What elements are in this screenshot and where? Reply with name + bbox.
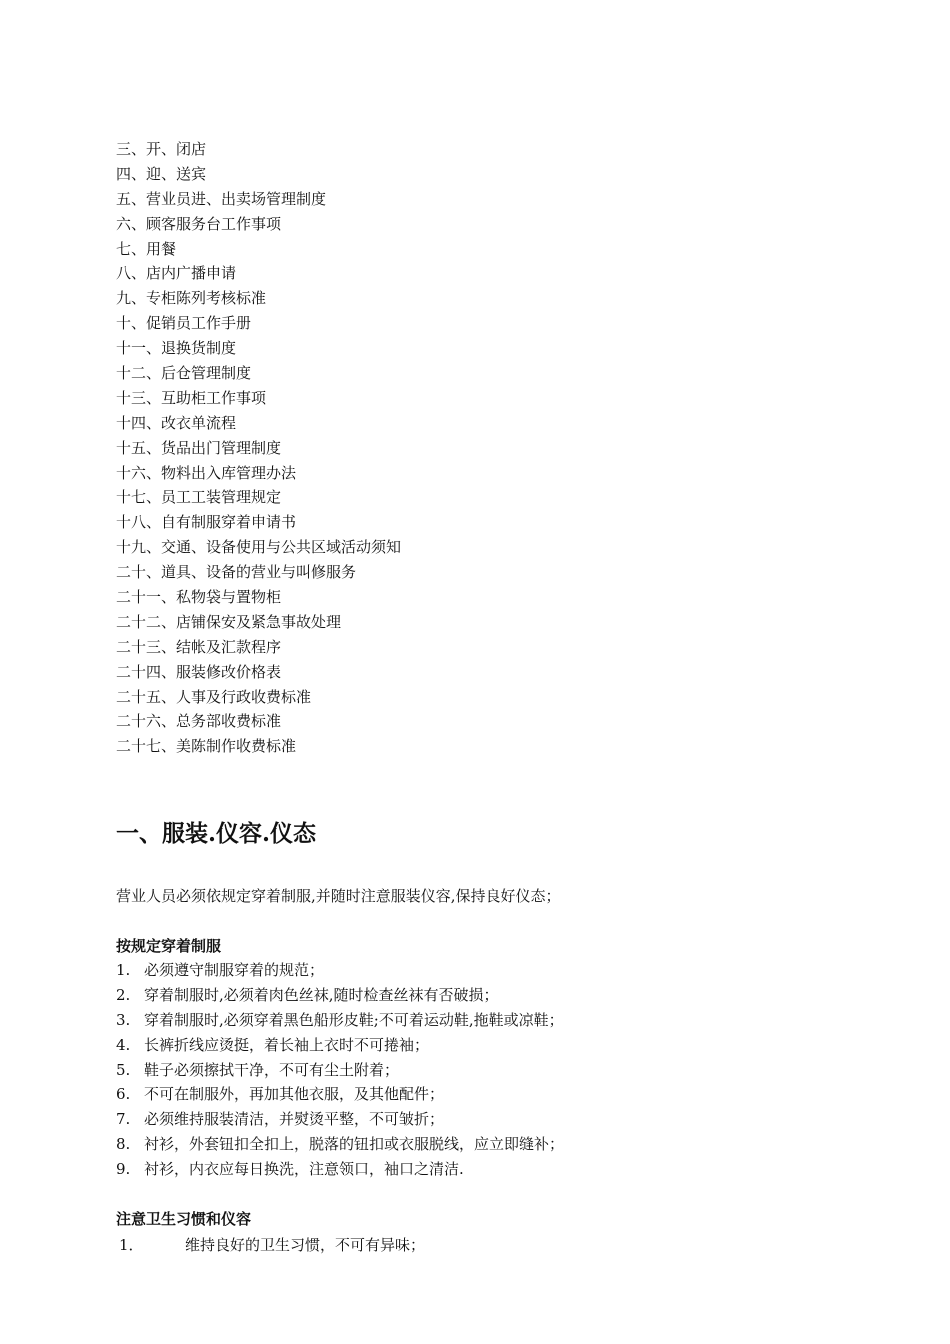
list-item-text: 必须遵守制服穿着的规范； [144,961,325,979]
toc-item: 二十四、服装修改价格表 [116,662,282,681]
uniform-heading: 按规定穿着制服 [116,937,222,955]
list-item-number: 2. [116,985,131,1004]
toc-item: 二十二、店铺保安及紧急事故处理 [116,612,342,631]
list-item-text: 穿着制服时,必须穿着黑色船形皮鞋;不可着运动鞋,拖鞋或凉鞋； [144,1010,564,1029]
hygiene-heading: 注意卫生习惯和仪容 [116,1210,252,1228]
list-item-number: 5. [116,1060,131,1079]
toc-item: 二十一、私物袋与置物柜 [116,588,282,607]
toc-item: 二十七、美陈制作收费标准 [116,737,297,756]
list-item [116,1233,425,1258]
list-item [116,1157,564,1182]
list-item [116,1058,564,1083]
list-item-number: 4. [116,1035,131,1054]
toc-item: 十一、退换货制度 [116,339,237,358]
toc-item: 二十五、人事及行政收费标准 [116,687,312,706]
hygiene-rules-list [116,1233,425,1258]
list-item [116,1082,564,1107]
table-of-contents [116,137,401,759]
toc-item: 二十六、总务部收费标准 [116,712,282,731]
list-item-text: 鞋子必须擦拭干净，不可有尘土附着； [144,1060,400,1079]
toc-item: 十六、物料出入库管理办法 [116,463,297,482]
toc-item: 十三、互助柜工作事项 [116,388,267,407]
list-item [116,1132,564,1157]
list-item-text: 衬衫，外套钮扣全扣上，脱落的钮扣或衣服脱线，应立即缝补； [144,1135,565,1154]
list-item [116,1033,564,1058]
toc-item: 十二、后仓管理制度 [116,364,252,383]
list-item [116,1107,564,1132]
toc-item: 二十、道具、设备的营业与叫修服务 [116,563,357,582]
list-item [116,983,564,1008]
list-item-number: 9. [116,1160,131,1179]
toc-item: 四、迎、送宾 [116,164,207,183]
toc-item: 十九、交通、设备使用与公共区域活动须知 [116,538,402,557]
list-item-number: 1. [116,961,131,979]
toc-item: 六、顾客服务台工作事项 [116,214,282,233]
list-item [116,1008,564,1033]
list-item [116,958,564,983]
list-item-number: 7. [116,1110,131,1129]
list-item-number: 8. [116,1135,131,1154]
uniform-rules-list [116,958,564,1182]
toc-item: 七、用餐 [116,239,177,258]
list-item-number: 1． [119,1236,144,1254]
list-item-text: 长裤折线应烫挺，着长袖上衣时不可捲袖； [144,1035,430,1054]
toc-item: 十四、改衣单流程 [116,413,237,432]
toc-item: 八、店内广播申请 [116,264,237,283]
toc-item: 九、专柜陈列考核标准 [116,289,267,308]
list-item-number: 6. [116,1085,131,1104]
list-item-text: 维持良好的卫生习惯，不可有异味； [185,1236,426,1254]
toc-item: 二十三、结帐及汇款程序 [116,637,282,656]
list-item-number: 3. [116,1010,131,1029]
toc-item: 十、促销员工作手册 [116,314,252,333]
toc-item: 十八、自有制服穿着申请书 [116,513,297,532]
list-item-text: 穿着制服时,必须着肉色丝袜,随时检查丝袜有否破损； [144,985,499,1004]
list-item-text: 衬衫，内衣应每日换洗，注意领口，袖口之清洁. [144,1160,464,1179]
toc-item: 五、营业员进、出卖场管理制度 [116,189,327,208]
list-item-text: 必须维持服装清洁，并熨烫平整，不可皱折； [144,1110,445,1129]
toc-item: 三、开、闭店 [116,140,207,158]
toc-item: 十七、员工工装管理规定 [116,488,282,507]
section-title: 一、服装.仪容.仪态 [116,820,317,847]
list-item-text: 不可在制服外，再加其他衣服，及其他配件； [144,1085,445,1104]
section-intro: 营业人员必须依规定穿着制服,并随时注意服装仪容,保持良好仪态； [116,887,561,905]
toc-item: 十五、货品出门管理制度 [116,438,282,457]
